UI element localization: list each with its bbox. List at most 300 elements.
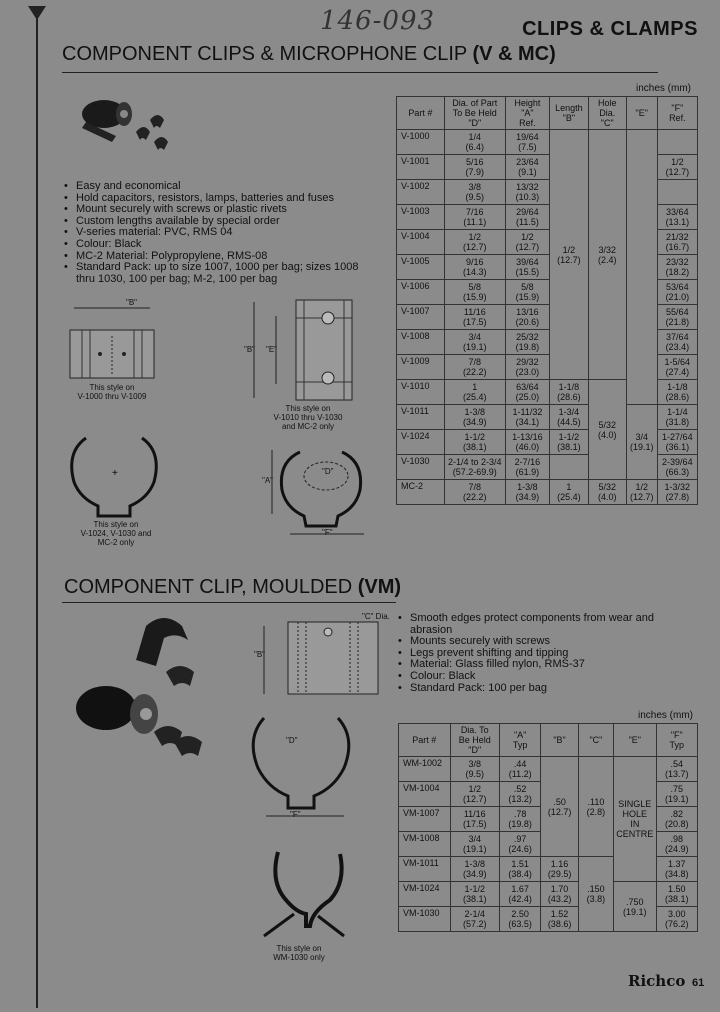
e-group-cell [626, 480, 657, 505]
b-group-cell [550, 405, 589, 430]
value-mm: (42.4) [508, 894, 532, 904]
value: 29/64 [516, 207, 539, 217]
value-mm: (38.6) [547, 919, 572, 929]
value-mm: (23.0) [515, 367, 540, 377]
value-mm: (22.2) [463, 492, 487, 502]
v-feature: • MC-2 Material: Polypropylene, RMS-08 [64, 251, 384, 263]
value: 1.70 [550, 884, 569, 894]
value-mm: (15.5) [515, 267, 540, 277]
value-mm: (19.1) [462, 844, 487, 854]
v-feature: • Easy and economical [64, 181, 384, 193]
value: 2-7/16 [514, 457, 541, 467]
value: 2-1/4 [464, 909, 485, 919]
vm-feature-list [398, 613, 698, 694]
v-drawing-clip-dims [260, 440, 370, 544]
value: .110 [587, 796, 605, 807]
dia-cell [444, 355, 505, 380]
value: 1.52 [550, 909, 569, 919]
vm-col-c: "C" [578, 724, 613, 757]
handwritten-note: 146-093 [320, 6, 436, 36]
c-group-cell [588, 380, 626, 480]
value: 3/32 [598, 244, 616, 255]
f-cell [657, 255, 697, 280]
value-mm: (34.8) [665, 869, 689, 879]
value-mm: (76.2) [665, 919, 689, 929]
part-number: V-1006 [397, 280, 445, 305]
value: 5/32 [598, 482, 616, 492]
value-mm: (6.4) [465, 142, 485, 152]
dim-c-dia: "C" Dia. [362, 612, 390, 621]
f-cell [656, 832, 697, 857]
f-cell [657, 155, 697, 180]
value: 37/64 [666, 332, 689, 342]
value-mm: (12.7) [462, 794, 487, 804]
value: 1-1/4 [667, 407, 688, 417]
value: 2.50 [511, 909, 529, 919]
value-mm: (28.6) [665, 392, 690, 402]
height-cell [499, 757, 540, 782]
value-mm: (7.9) [465, 167, 485, 177]
value: 1-3/32 [664, 482, 691, 492]
dim-f-2: "F" [290, 810, 301, 819]
value: SINGLE HOLE IN CENTRE [616, 799, 654, 839]
value: 1-27/64 [662, 432, 693, 442]
dia-cell [444, 255, 505, 280]
value-mm: (19.8) [515, 342, 540, 352]
v-title-text: COMPONENT CLIPS & MICROPHONE CLIP [62, 43, 467, 65]
dia-cell [444, 305, 505, 330]
value-mm: (21.0) [665, 292, 690, 302]
table-row [397, 130, 698, 155]
value: 3/4 [468, 834, 481, 844]
value-mm: (43.2) [547, 894, 572, 904]
v-feature: thru 1030, 100 per bag; M-2, 100 per bag [76, 272, 278, 285]
c-group-cell [588, 130, 626, 380]
dia-cell [444, 405, 505, 430]
table-row [397, 405, 698, 430]
value-mm: (17.5) [463, 317, 487, 327]
vm-section-title [64, 576, 401, 599]
value: 21/32 [666, 232, 689, 242]
value-mm: (9.5) [465, 769, 484, 779]
value-mm: (13.1) [665, 217, 690, 227]
value: 1.37 [668, 859, 686, 869]
value: 1-1/2 [464, 432, 486, 442]
part-number: V-1005 [397, 255, 445, 280]
value: 19/64 [516, 132, 539, 142]
v-clip-photo [76, 92, 176, 162]
vm-feature: • Colour: Black [398, 671, 698, 683]
value-mm: (12.7) [629, 492, 654, 502]
value: .54 [670, 759, 684, 769]
vm-drawing-end [246, 712, 352, 822]
value-mm: (19.1) [623, 906, 647, 917]
value: 3/8 [468, 759, 481, 769]
value: 1/2 [521, 232, 534, 242]
height-cell [505, 305, 549, 330]
value: 7/8 [468, 357, 482, 367]
part-number: V-1002 [397, 180, 445, 205]
page-number: 61 [692, 977, 705, 989]
value: 1-1/2 [464, 884, 485, 894]
v-title-code: (V & MC) [472, 43, 556, 65]
f-cell [656, 882, 697, 907]
vm-spec-table [398, 723, 698, 932]
value-mm: (34.1) [515, 417, 540, 427]
f-cell [657, 355, 697, 380]
value-mm: (25.0) [515, 392, 540, 402]
margin-rule [36, 8, 38, 1008]
value-mm: (10.3) [515, 192, 540, 202]
v-caption-style2: This style on V-1010 thru V-1030 and MC-2 only [273, 404, 343, 431]
dia-cell [450, 782, 499, 807]
value-mm: (25.4) [557, 492, 581, 502]
b-group-cell [541, 757, 578, 857]
part-number: V-1011 [397, 405, 445, 430]
value-mm: (22.2) [463, 367, 487, 377]
height-cell [505, 480, 549, 505]
value: 2-39/64 [662, 457, 693, 467]
height-cell [505, 180, 549, 205]
f-cell [657, 405, 697, 430]
v-feature: • Hold capacitors, resistors, lamps, batteries and fuses [64, 193, 384, 205]
vm-caption: This style on WM-1030 only [273, 944, 325, 962]
dim-d-1: "D" [322, 467, 334, 476]
value: 1-11/32 [512, 407, 543, 417]
value-mm: (27.4) [665, 367, 690, 377]
value-mm: (31.8) [665, 417, 690, 427]
value: .44 [513, 759, 527, 769]
height-cell [505, 380, 549, 405]
value: .52 [513, 784, 527, 794]
vm-col-d: Dia. To Be Held "D" [450, 724, 499, 757]
value: 23/64 [516, 157, 539, 167]
value: 3/8 [468, 182, 482, 192]
value-mm: (36.1) [665, 442, 690, 452]
value: 1.51 [511, 859, 529, 869]
height-cell [505, 430, 549, 455]
v-col-a: Height "A" Ref. [505, 97, 549, 130]
value: 1-13/16 [512, 432, 543, 442]
value: 1/2 [468, 232, 482, 242]
dim-e-1: "E" [266, 345, 278, 354]
dia-cell [444, 155, 505, 180]
value-mm: (34.9) [462, 869, 487, 879]
value: 11/16 [463, 307, 486, 317]
part-number: V-1009 [397, 355, 445, 380]
dim-a-1: "A" [262, 476, 274, 485]
value: 3/4 [635, 432, 648, 442]
dia-cell [444, 330, 505, 355]
v-section-title [62, 43, 556, 66]
v-drawing-style3 [64, 430, 164, 522]
vm-clip-photo [66, 612, 226, 772]
dia-cell [444, 430, 505, 455]
part-number: V-1004 [397, 230, 445, 255]
height-cell [499, 857, 540, 882]
value: 1-5/64 [664, 357, 691, 367]
f-cell [657, 480, 697, 505]
vm-col-e: "E" [614, 724, 656, 757]
part-number: V-1001 [397, 155, 445, 180]
vm-col-b: "B" [541, 724, 578, 757]
v-col-f: "F" Ref. [657, 97, 697, 130]
value-mm: (17.5) [462, 819, 487, 829]
c-group-cell [578, 857, 613, 932]
value-mm: (24.9) [665, 844, 689, 854]
value-mm: (9.1) [518, 167, 537, 177]
value-mm: (38.4) [508, 869, 532, 879]
v-caption-style3: This style on V-1024, V-1030 and MC-2 only [80, 520, 152, 547]
value-mm: (20.6) [515, 317, 540, 327]
dim-d-2: "D" [286, 736, 298, 745]
value: 1-3/4 [558, 407, 580, 417]
dia-cell [444, 180, 505, 205]
value-mm: (11.2) [508, 769, 532, 779]
v-col-part: Part # [397, 97, 445, 130]
part-number: WM-1002 [399, 757, 451, 782]
value-mm: (12.7) [665, 167, 690, 177]
part-number: VM-1030 [399, 907, 451, 932]
part-number: V-1030 [397, 455, 445, 480]
value-mm: (19.1) [629, 442, 654, 452]
vm-units: inches (mm) [638, 710, 694, 721]
dim-f-1: "F" [322, 528, 333, 537]
height-cell [505, 355, 549, 380]
c-group-cell [588, 480, 626, 505]
dim-b-2: "B" [244, 345, 256, 354]
value-mm: (61.9) [515, 467, 540, 477]
value: .50 [553, 796, 566, 807]
value: 1-3/8 [517, 482, 538, 492]
dia-cell [450, 832, 499, 857]
dia-cell [450, 757, 499, 782]
value: 63/64 [516, 382, 539, 392]
value-mm: (38.1) [665, 894, 689, 904]
dia-cell [444, 380, 505, 405]
f-cell [657, 380, 697, 405]
height-cell [505, 230, 549, 255]
part-number: V-1010 [397, 380, 445, 405]
value: 1 [472, 382, 478, 392]
f-cell [657, 430, 697, 455]
v-feature: • Custom lengths available by special order [64, 216, 384, 228]
value-mm: (38.1) [463, 442, 487, 452]
section-header: CLIPS & CLAMPS [522, 18, 698, 40]
vm-drawing-1030 [254, 846, 354, 938]
value-mm: (28.6) [557, 392, 581, 402]
value: 1 [566, 482, 572, 492]
f-cell [656, 907, 697, 932]
vm-feature: • Standard Pack: 100 per bag [398, 683, 698, 695]
value: 13/16 [516, 307, 539, 317]
value: 1.67 [511, 884, 529, 894]
table-row [399, 757, 698, 782]
dia-cell [450, 907, 499, 932]
value: 5/8 [521, 282, 534, 292]
part-number: MC-2 [397, 480, 445, 505]
value: 1/2 [635, 482, 648, 492]
v-feature-list [64, 181, 384, 285]
value-mm: (25.4) [463, 392, 487, 402]
dia-cell [444, 205, 505, 230]
svg-text:+: + [112, 468, 118, 479]
value-mm: (16.7) [665, 242, 690, 252]
value: 1-3/8 [464, 859, 485, 869]
table-row [399, 882, 698, 907]
value: .75 [670, 784, 684, 794]
b-group-cell [550, 430, 589, 455]
value: 1-1/8 [667, 382, 688, 392]
value-mm: (19.1) [463, 342, 487, 352]
value: 55/64 [666, 307, 689, 317]
dia-cell [450, 807, 499, 832]
value-mm: (29.5) [547, 869, 572, 879]
value-mm: (11.5) [516, 217, 539, 227]
part-number: VM-1007 [399, 807, 451, 832]
f-cell [656, 807, 697, 832]
value-mm: (27.8) [665, 492, 690, 502]
richco-logo: Richco [628, 972, 686, 990]
height-cell [499, 832, 540, 857]
height-cell [499, 907, 540, 932]
value-mm: (20.8) [665, 819, 689, 829]
value-mm: (23.4) [665, 342, 690, 352]
value: 39/64 [516, 257, 539, 267]
height-cell [499, 782, 540, 807]
value-mm: (13.7) [665, 769, 689, 779]
value-mm: (44.5) [557, 417, 581, 427]
value: 1.50 [668, 884, 686, 894]
value: 5/32 [598, 419, 616, 430]
value-mm: (21.8) [665, 317, 690, 327]
vm-feature: • Smooth edges protect components from wear and [398, 613, 698, 625]
value-mm: (34.9) [463, 417, 487, 427]
f-cell [656, 857, 697, 882]
table-row [397, 480, 698, 505]
value-mm: (15.9) [463, 292, 487, 302]
vm-col-f: "F" Typ [656, 724, 697, 757]
part-number: VM-1008 [399, 832, 451, 857]
value-mm: (7.5) [518, 142, 537, 152]
vm-col-a: "A" Typ [499, 724, 540, 757]
part-number: V-1007 [397, 305, 445, 330]
value-mm: (2.4) [597, 254, 617, 265]
dim-b-1: "B" [126, 298, 138, 307]
part-number: V-1003 [397, 205, 445, 230]
f-cell [657, 230, 697, 255]
value: 2-1/4 to 2-3/4 [448, 457, 502, 467]
height-cell [499, 882, 540, 907]
f-cell [657, 180, 697, 205]
value: 13/32 [516, 182, 539, 192]
value-mm: (19.8) [508, 819, 532, 829]
v-col-b: Length "B" [550, 97, 589, 130]
value: 3/4 [468, 332, 482, 342]
f-cell [657, 455, 697, 480]
v-units: inches (mm) [636, 83, 692, 94]
f-cell [657, 330, 697, 355]
f-cell [657, 130, 697, 155]
dim-b-3: "B" [254, 650, 266, 659]
part-number: V-1000 [397, 130, 445, 155]
dia-cell [444, 230, 505, 255]
value: .97 [513, 834, 527, 844]
e-group-cell [626, 405, 657, 480]
value-mm: (14.3) [463, 267, 487, 277]
value-mm: (4.0) [597, 429, 617, 440]
value-mm: (19.1) [665, 794, 689, 804]
v-feature: • Standard Pack: up to size 1007, 1000 per bag; sizes 1008 [64, 262, 384, 274]
value-mm: (57.2) [462, 919, 487, 929]
v-col-e: "E" [626, 97, 657, 130]
vm-title-code: (VM) [357, 576, 402, 598]
part-number: VM-1004 [399, 782, 451, 807]
value: 33/64 [666, 207, 689, 217]
value: 1-3/8 [464, 407, 486, 417]
vm-drawing-side [254, 612, 394, 698]
value: 25/32 [516, 332, 539, 342]
value: .150 [587, 884, 605, 894]
value-mm: (15.9) [515, 292, 540, 302]
f-cell [656, 757, 697, 782]
value-mm: (11.1) [463, 217, 487, 227]
value-mm: (4.0) [597, 492, 617, 502]
value: 1/2 [468, 784, 481, 794]
value-mm: (12.7) [557, 254, 581, 265]
value-mm: (12.7) [515, 242, 540, 252]
value: 1/4 [468, 132, 482, 142]
height-cell [505, 155, 549, 180]
e-group-cell [626, 130, 657, 405]
part-number: V-1008 [397, 330, 445, 355]
dia-cell [450, 857, 499, 882]
value-mm: (2.8) [586, 806, 606, 817]
dia-cell [444, 280, 505, 305]
v-feature: • Mount securely with screws or plastic rivets [64, 204, 384, 216]
value-mm: (12.7) [547, 806, 572, 817]
b-group-cell [550, 480, 589, 505]
v-feature: • V-series material: PVC, RMS 04 [64, 227, 384, 239]
value: 1/2 [562, 244, 576, 255]
value: 5/8 [468, 282, 482, 292]
b-group-cell [550, 455, 589, 480]
value-mm: (12.7) [463, 242, 487, 252]
value-mm: (13.2) [508, 794, 532, 804]
v-col-d: Dia. of Part To Be Held "D" [444, 97, 505, 130]
value: .98 [670, 834, 684, 844]
dia-cell [450, 882, 499, 907]
value: .78 [513, 809, 527, 819]
f-cell [657, 305, 697, 330]
height-cell [499, 807, 540, 832]
value-mm: (63.5) [508, 919, 532, 929]
value-mm: (38.1) [557, 442, 581, 452]
height-cell [505, 130, 549, 155]
value: 1/2 [671, 157, 684, 167]
part-number: V-1024 [397, 430, 445, 455]
b-group-cell [541, 907, 578, 932]
height-cell [505, 255, 549, 280]
value: 53/64 [666, 282, 689, 292]
value-mm: (57.2-69.9) [452, 467, 497, 477]
v-title-rule [62, 72, 658, 73]
c-group-cell [578, 757, 613, 857]
f-cell [656, 782, 697, 807]
b-group-cell [541, 882, 578, 907]
v-drawing-style1 [62, 300, 162, 380]
value-mm: (24.6) [508, 844, 532, 854]
